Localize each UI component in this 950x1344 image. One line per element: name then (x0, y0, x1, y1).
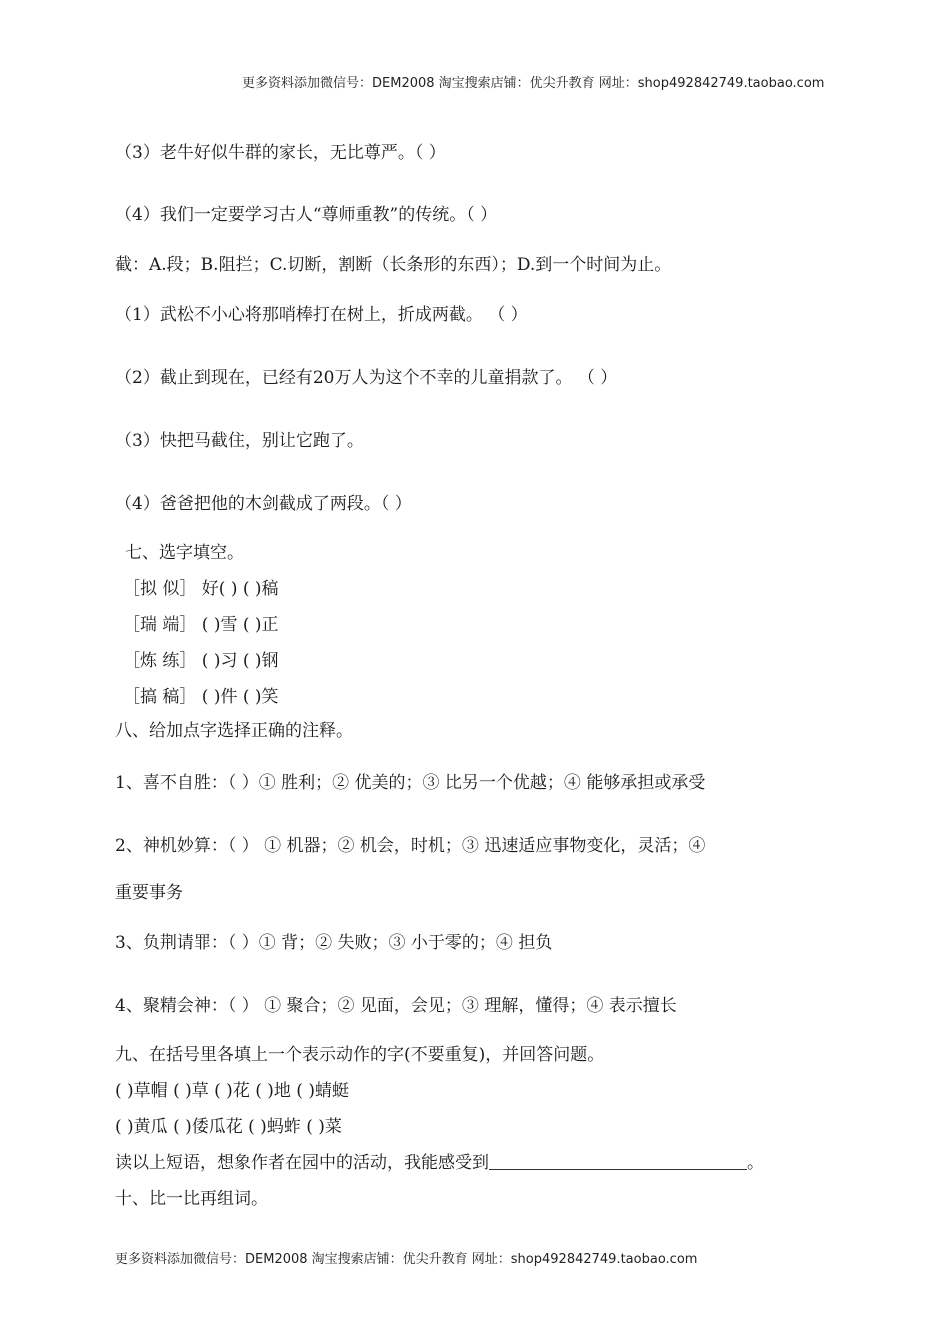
section-9-title: 九、在括号里各填上一个表示动作的字(不要重复)，并回答问题。 (115, 1045, 605, 1065)
jie-question-4: （4）爸爸把他的木剑截成了两段。（ ） (115, 494, 412, 514)
section-8-title: 八、给加点字选择正确的注释。 (115, 721, 353, 741)
section-9-question-suffix: 。 (747, 1153, 764, 1173)
section-10-title: 十、比一比再组词。 (115, 1189, 268, 1209)
section-8-item-4: 4、聚精会神：（ ） ① 聚合；② 见面，会见；③ 理解，懂得；④ 表示擅长 (115, 996, 677, 1016)
jie-definition: 截：A.段；B.阻拦；C.切断，割断（长条形的东西）；D.到一个时间为止。 (115, 255, 672, 275)
zun-question-4: （4）我们一定要学习古人“尊师重教”的传统。（ ） (115, 205, 498, 225)
section-8-item-2: 2、神机妙算：（ ） ① 机器；② 机会，时机；③ 迅速适应事物变化，灵活；④ (115, 836, 706, 856)
jie-question-3: （3）快把马截住，别让它跑了。 (115, 431, 364, 451)
section-9-question (115, 1152, 764, 1174)
section-7-row: ［搞 稿］ ( )件 ( )笑 (123, 687, 279, 707)
section-8-item-3: 3、负荆请罪：（ ）① 背；② 失败；③ 小于零的；④ 担负 (115, 933, 553, 953)
section-8-item-2-cont: 重要事务 (115, 883, 183, 903)
section-7-title: 七、选字填空。 (125, 543, 244, 563)
jie-question-1: （1）武松不小心将那哨棒打在树上，折成两截。 （ ） (115, 305, 528, 325)
page-footer: 更多资料添加微信号：DEM2008 淘宝搜索店铺：优尖升教育 网址：shop492842749.taobao.com (115, 1252, 698, 1267)
section-7-row: ［拟 似］ 好( ) ( )稿 (123, 579, 279, 599)
section-9-row-2: ( )黄瓜 ( )倭瓜花 ( )蚂蚱 ( )菜 (115, 1117, 342, 1137)
section-9-row-1: ( )草帽 ( )草 ( )花 ( )地 ( )蜻蜓 (115, 1081, 349, 1101)
section-8-item-1: 1、喜不自胜：（ ）① 胜利；② 优美的；③ 比另一个优越；④ 能够承担或承受 (115, 773, 706, 793)
section-7-row: ［炼 练］ ( )习 ( )钢 (123, 651, 279, 671)
section-7-row: ［瑞 端］ ( )雪 ( )正 (123, 615, 279, 635)
page-header: 更多资料添加微信号：DEM2008 淘宝搜索店铺：优尖升教育 网址：shop492842749.taobao.com (242, 76, 825, 91)
section-9-question-prefix: 读以上短语，想象作者在园中的活动，我能感受到 (115, 1153, 489, 1173)
answer-blank[interactable] (489, 1153, 747, 1170)
jie-question-2: （2）截止到现在，已经有20万人为这个不幸的儿童捐款了。 （ ） (115, 368, 618, 388)
zun-question-3: （3）老牛好似牛群的家长，无比尊严。（ ） (115, 143, 446, 163)
